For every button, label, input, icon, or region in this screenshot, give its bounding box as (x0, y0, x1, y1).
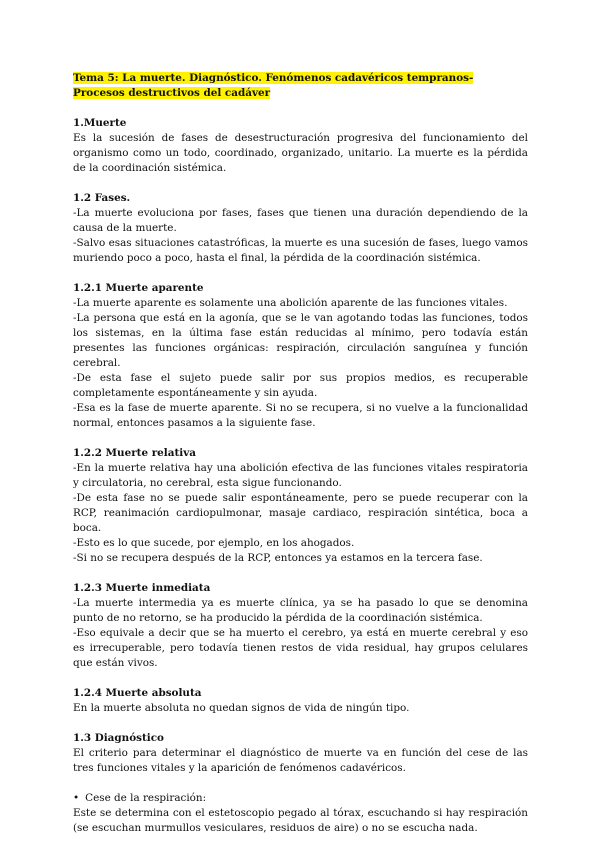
section-heading: 1.Muerte (73, 117, 127, 129)
section-paragraph: -Salvo esas situaciones catastróficas, la muerte es una sucesión de fases, luego vamos muriendo poco a poco, hasta el final, la pérdida de la coordinación sistémica. (73, 237, 528, 264)
section-heading: 1.2.1 Muerte aparente (73, 282, 204, 294)
section-heading: 1.2.4 Muerte absoluta (73, 687, 202, 699)
section-muerte-inmediata (73, 581, 528, 671)
section-paragraph: -La muerte aparente es solamente una abolición aparente de las funciones vitales. (73, 297, 508, 309)
bullet-item (73, 791, 528, 806)
document-content (73, 71, 528, 851)
section-heading: 1.2.3 Muerte inmediata (73, 582, 211, 594)
section-heading: 1.2.2 Muerte relativa (73, 447, 196, 459)
section-muerte-absoluta (73, 686, 528, 716)
section-fases (73, 191, 528, 266)
section-paragraph: -De esta fase el sujeto puede salir por sus propios medios, es recuperable completamente espontáneamente y sin ayuda. (73, 372, 528, 399)
section-paragraph: -Esa es la fase de muerte aparente. Si no se recupera, si no vuelve a la funcionalidad normal, entonces pasamos a la siguiente fase. (73, 402, 528, 429)
section-paragraph: El criterio para determinar el diagnóstico de muerte va en función del cese de las tres funciones vitales y la aparición de fenómenos cadavéricos. (73, 747, 528, 774)
section-paragraph: -La muerte intermedia ya es muerte clínica, ya se ha pasado lo que se denomina punto de no retorno, se ha producido la pérdida de la coordinación sistémica. (73, 597, 528, 624)
section-muerte (73, 116, 528, 176)
bullet-item-text: Cese de la respiración: (85, 792, 207, 804)
section-paragraph: Este se determina con el estetoscopio pegado al tórax, escuchando si hay respiración (se escuchan murmullos vesiculares, residuos de aire) o no se escucha nada. (73, 807, 528, 834)
document-title-text: Tema 5: La muerte. Diagnóstico. Fenómenos cadavéricos tempranos- Procesos destructivos del cadáver (73, 72, 474, 99)
section-muerte-aparente (73, 281, 528, 431)
section-paragraph: -Esto es lo que sucede, por ejemplo, en los ahogados. (73, 537, 355, 549)
section-paragraph: -Eso equivale a decir que se ha muerto el cerebro, ya está en muerte cerebral y eso es irrecuperable, pero todavía tienen restos de vida residual, hay grupos celulares que están vivos. (73, 627, 528, 669)
section-paragraph: -La persona que está en la agonía, que se le van agotando todas las funciones, todos los sistemas, en la última fase están reducidas al mínimo, pero todavía están presentes las funciones orgánicas: respiración, circulación sanguínea y función cerebral. (73, 312, 528, 369)
section-heading: 1.3 Diagnóstico (73, 732, 164, 744)
section-paragraph: -Si no se recupera después de la RCP, entonces ya estamos en la tercera fase. (73, 552, 483, 564)
document-title (73, 71, 528, 101)
section-heading: 1.2 Fases. (73, 192, 131, 204)
section-muerte-relativa (73, 446, 528, 566)
section-paragraph: -La muerte evoluciona por fases, fases que tienen una duración dependiendo de la causa de la muerte. (73, 207, 528, 234)
section-cese-respiracion (73, 791, 528, 836)
section-diagnostico (73, 731, 528, 776)
section-paragraph: En la muerte absoluta no quedan signos de vida de ningún tipo. (73, 702, 410, 714)
section-paragraph: -En la muerte relativa hay una abolición efectiva de las funciones vitales respiratoria y circulatoria, no cerebral, esta sigue funcionando. (73, 462, 528, 489)
section-paragraph: -De esta fase no se puede salir espontáneamente, pero se puede recuperar con la RCP, reanimación cardiopulmonar, masaje cardiaco, respiración sintética, boca a boca. (73, 492, 528, 534)
section-paragraph: Es la sucesión de fases de desestructuración progresiva del funcionamiento del organismo como un todo, coordinado, organizado, unitario. La muerte es la pérdida de la coordinación sistémica. (73, 132, 528, 174)
